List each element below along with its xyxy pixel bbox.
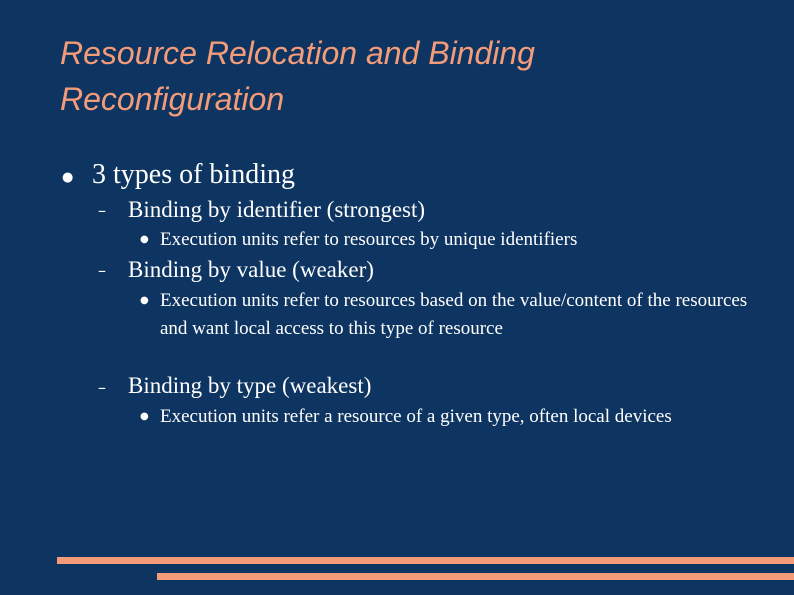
- bullet-dash-icon: –: [98, 378, 106, 397]
- slide-title: Resource Relocation and Binding Reconfiguration: [60, 35, 535, 117]
- bullet-dash-icon: –: [98, 201, 106, 220]
- bullet-value-heading: Binding by value (weaker): [128, 257, 374, 282]
- bullet-value-detail: Execution units refer to resources based on the value/content of the resources and want local access to this type of resource: [160, 290, 748, 339]
- bullet-type-heading: Binding by type (weakest): [128, 373, 372, 398]
- bullet-dot-icon: ●: [140, 411, 149, 422]
- footer-accent-bar: [57, 557, 794, 564]
- footer-accent-bar-secondary: [157, 573, 794, 580]
- bullet-identifier-detail: Execution units refer to resources by unique identifiers: [160, 229, 578, 250]
- bullet-dot-icon: ●: [62, 170, 74, 185]
- bullet-level1-text: 3 types of binding: [92, 159, 295, 190]
- bullet-dot-icon: ●: [140, 234, 149, 245]
- bullet-dot-icon: ●: [140, 295, 149, 306]
- bullet-identifier-heading: Binding by identifier (strongest): [128, 197, 426, 222]
- bullet-dash-icon: –: [98, 261, 106, 280]
- bullet-type-detail: Execution units refer a resource of a given type, often local devices: [160, 406, 672, 427]
